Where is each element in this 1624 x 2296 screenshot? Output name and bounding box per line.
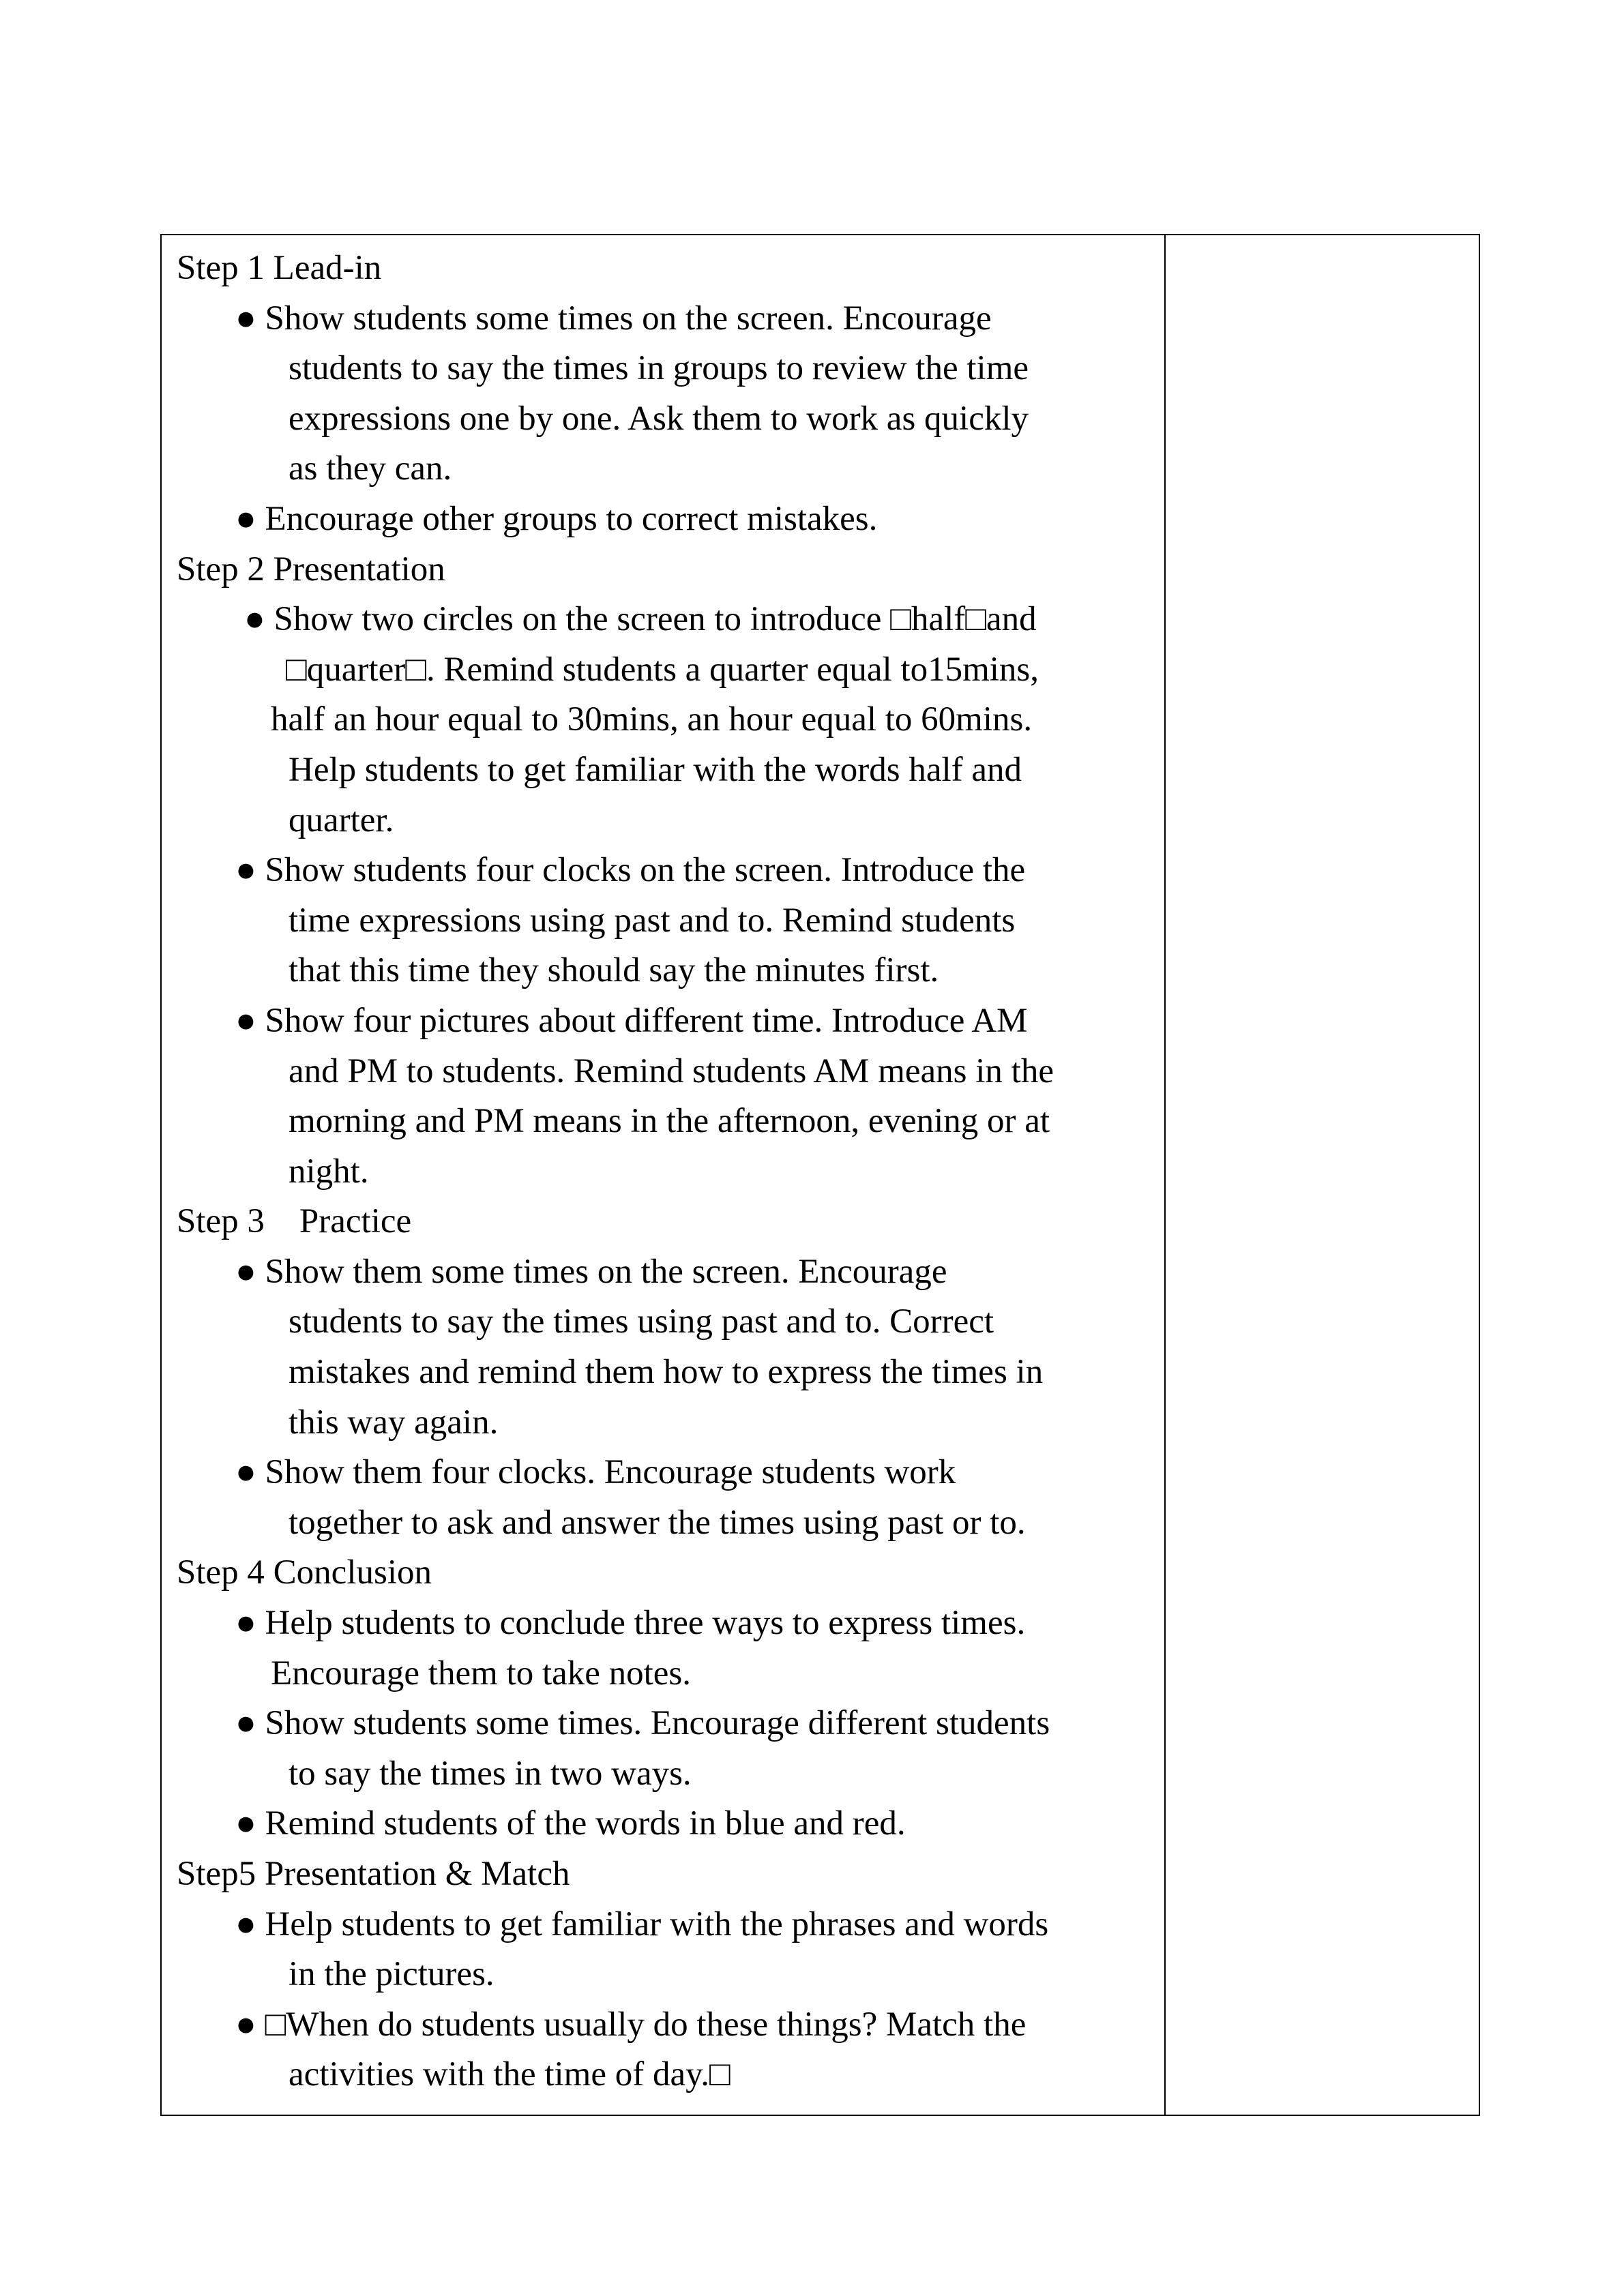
notes-cell	[1166, 235, 1479, 2115]
bullet-continuation: morning and PM means in the afternoon, evening or at	[289, 1102, 1050, 1141]
lesson-plan-table	[160, 234, 1480, 2116]
bullet-continuation: as they can.	[289, 449, 452, 488]
step-heading: Step5 Presentation & Match	[177, 1855, 570, 1893]
bullet-item: ● Help students to get familiar with the phrases and words	[235, 1905, 1049, 1943]
bullet-continuation: night.	[289, 1152, 369, 1191]
bullet-continuation: mistakes and remind them how to express the times in	[289, 1353, 1044, 1392]
bullet-continuation: to say the times in two ways.	[289, 1754, 692, 1793]
bullet-item: ● Show four pictures about different time. Introduce AM	[235, 1001, 1028, 1040]
bullet-item: ● Show them four clocks. Encourage students work	[235, 1453, 956, 1492]
procedure-cell	[162, 235, 1166, 2115]
bullet-continuation: that this time they should say the minutes first.	[289, 951, 939, 990]
bullet-item: ● Help students to conclude three ways to express times.	[235, 1604, 1026, 1643]
bullet-item: ● Show students some times. Encourage different students	[235, 1704, 1050, 1743]
bullet-item: ● Show them some times on the screen. Encourage	[235, 1252, 947, 1291]
bullet-continuation: this way again.	[289, 1403, 499, 1442]
step-heading: Step 3 Practice	[177, 1202, 412, 1241]
bullet-item: ● Remind students of the words in blue and red.	[235, 1804, 906, 1843]
bullet-item: ● Show students some times on the screen. Encourage	[235, 299, 992, 338]
bullet-continuation: half an hour equal to 30mins, an hour equal to 60mins.	[271, 700, 1033, 739]
bullet-continuation: together to ask and answer the times using past or to.	[289, 1503, 1026, 1542]
bullet-item: ● □When do students usually do these things? Match the	[235, 2005, 1027, 2044]
step-heading: Step 4 Conclusion	[177, 1553, 432, 1592]
bullet-continuation: time expressions using past and to. Remind students	[289, 901, 1016, 940]
bullet-continuation: □quarter□. Remind students a quarter equal to15mins,	[286, 650, 1039, 689]
bullet-item: ● Encourage other groups to correct mistakes.	[235, 499, 878, 538]
bullet-continuation: students to say the times in groups to review the time	[289, 349, 1029, 388]
bullet-item: ● Show two circles on the screen to introduce □half□and	[244, 600, 1037, 639]
bullet-continuation: activities with the time of day.□	[289, 2055, 730, 2094]
step-heading: Step 1 Lead-in	[177, 249, 382, 287]
step-heading: Step 2 Presentation	[177, 550, 445, 588]
bullet-continuation: Encourage them to take notes.	[271, 1654, 692, 1693]
bullet-continuation: Help students to get familiar with the words half and	[289, 750, 1022, 789]
bullet-continuation: and PM to students. Remind students AM means in the	[289, 1052, 1054, 1090]
bullet-continuation: in the pictures.	[289, 1955, 494, 1994]
bullet-item: ● Show students four clocks on the screen. Introduce the	[235, 851, 1026, 890]
bullet-continuation: expressions one by one. Ask them to work as quickly	[289, 399, 1029, 438]
bullet-continuation: quarter.	[289, 801, 394, 839]
bullet-continuation: students to say the times using past and to. Correct	[289, 1302, 994, 1341]
